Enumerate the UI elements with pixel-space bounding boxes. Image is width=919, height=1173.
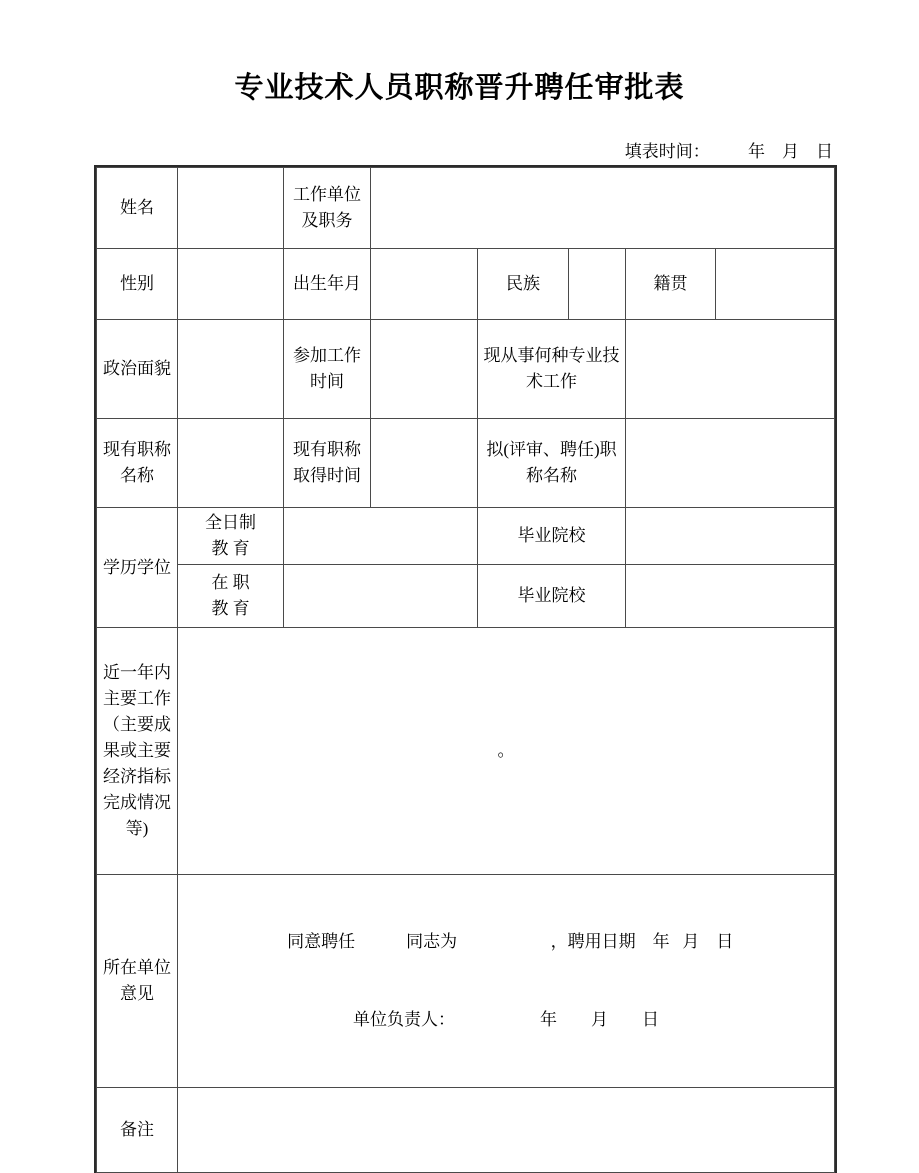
field-political-status-value[interactable] [178, 320, 284, 419]
field-current-title-value[interactable] [178, 419, 284, 508]
field-native-place-value[interactable] [716, 249, 835, 320]
label-current-specialty: 现从事何种专业技术工作 [478, 320, 626, 419]
field-birth-date-value[interactable] [371, 249, 478, 320]
unit-opinion-line-1: 同意聘任 同志为 ，聘用日期 年 月 日 [278, 932, 734, 951]
label-unit-opinion: 所在单位意见 [97, 875, 178, 1088]
table-row-recent-work [97, 628, 835, 875]
field-remark-value[interactable] [178, 1088, 835, 1173]
label-native-place: 籍贯 [626, 249, 716, 320]
field-work-unit-position-value[interactable] [371, 168, 835, 249]
label-political-status: 政治面貌 [97, 320, 178, 419]
label-birth-date: 出生年月 [284, 249, 371, 320]
field-current-specialty-value[interactable] [626, 320, 835, 419]
field-inservice-school-value[interactable] [626, 565, 835, 628]
table-row-political [97, 320, 835, 419]
label-current-title: 现有职称名称 [97, 419, 178, 508]
label-remark: 备注 [97, 1088, 178, 1173]
label-gender: 性别 [97, 249, 178, 320]
field-ethnicity-value[interactable] [569, 249, 626, 320]
approval-form-table [96, 167, 835, 1173]
fill-date-line: 填表时间： 年 月 日 [624, 142, 833, 161]
table-row-unit-opinion [97, 875, 835, 1088]
field-inservice-education-value[interactable] [284, 565, 478, 628]
table-row-education-fulltime [97, 508, 835, 565]
label-education-degree: 学历学位 [97, 508, 178, 628]
label-recent-work: 近一年内主要工作（主要成果或主要经济指标完成情况等) [97, 628, 178, 875]
label-work-unit-position: 工作单位及职务 [284, 168, 371, 249]
label-fulltime-education-line1: 全日制 [205, 513, 256, 532]
field-fulltime-education-value[interactable] [284, 508, 478, 565]
table-row-education-inservice [97, 565, 835, 628]
label-current-title-date: 现有职称取得时间 [284, 419, 371, 508]
label-inservice-education-line2: 教 育 [211, 599, 250, 618]
label-ethnicity: 民族 [478, 249, 569, 320]
field-gender-value[interactable] [178, 249, 284, 320]
table-row-remark [97, 1088, 835, 1173]
label-fulltime-education-line2: 教 育 [211, 539, 250, 558]
field-fulltime-school-value[interactable] [626, 508, 835, 565]
unit-opinion-line-2: 单位负责人： 年 月 日 [353, 1010, 660, 1029]
field-unit-opinion-value[interactable] [178, 875, 835, 1088]
label-inservice-education-line1: 在 职 [211, 573, 250, 592]
table-row-title [97, 419, 835, 508]
field-recent-work-value[interactable]: 。 [178, 628, 835, 875]
label-inservice-education [178, 565, 284, 628]
label-name: 姓名 [97, 168, 178, 249]
label-work-start-date: 参加工作时间 [284, 320, 371, 419]
field-proposed-title-value[interactable] [626, 419, 835, 508]
table-row-name [97, 168, 835, 249]
table-row-basic-info [97, 249, 835, 320]
label-fulltime-education [178, 508, 284, 565]
label-fulltime-school: 毕业院校 [478, 508, 626, 565]
page-title: 专业技术人员职称晋升聘任审批表 [234, 72, 685, 104]
field-name-value[interactable] [178, 168, 284, 249]
label-proposed-title: 拟(评审、聘任)职称名称 [478, 419, 626, 508]
field-current-title-date-value[interactable] [371, 419, 478, 508]
label-inservice-school: 毕业院校 [478, 565, 626, 628]
field-work-start-date-value[interactable] [371, 320, 478, 419]
